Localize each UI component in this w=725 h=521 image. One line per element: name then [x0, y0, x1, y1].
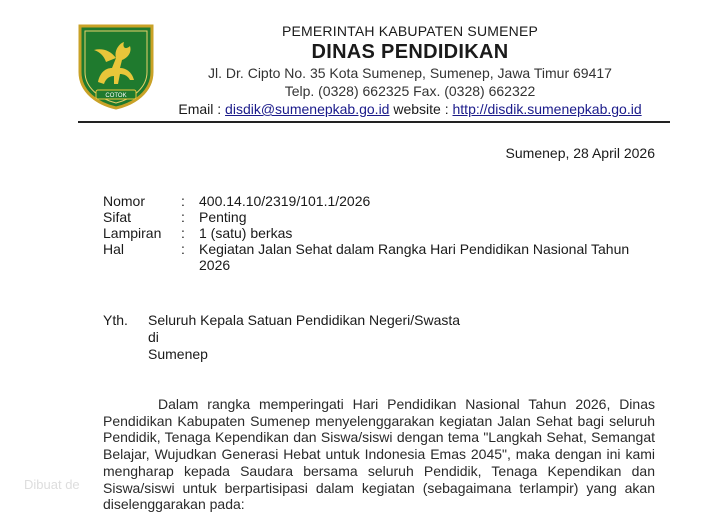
website-label: website :	[389, 101, 453, 117]
body-text: Dalam rangka memperingati Hari Pendidikan Nasional Tahun 2026, Dinas Pendidikan Kabupaten Sumenep menyelenggarakan kegiatan Jalan Sehat bagi seluruh Pendidik, Tenaga Kependikan dan Siswa/siswi dengan tema "Langkah Sehat, Semangat Belajar, Wujudkan Generasi Hebat untuk Indonesia Emas 2045", maka dengan ini kami mengharap kepada Saudara bersama seluruh Pendidik, Tenaga Kependikan dan Siswa/siswi untuk berpartisipasi dalam kegiatan (sebagaimana terlampir) yang akan diselenggarakan pada:	[103, 396, 655, 513]
meta-row-hal	[103, 241, 659, 273]
regency-crest-logo	[76, 22, 156, 110]
recipient-name: Seluruh Kepala Satuan Pendidikan Negeri/Swasta	[148, 312, 461, 328]
meta-value: Penting	[199, 209, 247, 225]
agency-contact	[160, 100, 660, 118]
meta-colon: :	[181, 193, 185, 209]
meta-value: 1 (satu) berkas	[199, 225, 293, 241]
recipient-di: di	[148, 329, 159, 345]
meta-colon: :	[181, 209, 185, 225]
body-paragraph	[103, 396, 655, 513]
watermark-text: Dibuat de	[24, 477, 80, 492]
agency-address: Jl. Dr. Cipto No. 35 Kota Sumenep, Sumenep, Jawa Timur 69417	[208, 65, 612, 81]
meta-row-nomor	[103, 193, 659, 209]
government-name: PEMERINTAH KABUPATEN SUMENEP	[281, 23, 539, 39]
meta-label: Lampiran	[103, 225, 162, 241]
website-link[interactable]: http://disdik.sumenepkab.go.id	[452, 101, 642, 117]
meta-label: Hal	[103, 241, 125, 257]
letterhead-divider	[78, 121, 670, 123]
logo-ribbon-text: COTOK	[105, 93, 127, 99]
meta-value: Kegiatan Jalan Sehat dalam Rangka Hari Pendidikan Nasional Tahun 2026	[199, 241, 630, 273]
meta-row-lampiran	[103, 225, 659, 241]
recipient-salutation: Yth.	[103, 312, 128, 328]
meta-row-sifat	[103, 209, 659, 225]
meta-label: Nomor	[103, 193, 146, 209]
letterhead	[160, 22, 660, 118]
agency-name: DINAS PENDIDIKAN	[311, 41, 509, 63]
email-label: Email :	[178, 101, 226, 117]
letter-meta	[103, 193, 659, 273]
meta-label: Sifat	[103, 209, 132, 225]
agency-phone: Telp. (0328) 662325 Fax. (0328) 662322	[284, 83, 536, 99]
letter-date: Sumenep, 28 April 2026	[505, 145, 655, 161]
recipient-block	[103, 312, 460, 363]
meta-colon: :	[181, 225, 185, 241]
recipient-city: Sumenep	[148, 346, 208, 362]
meta-value: 400.14.10/2319/101.1/2026	[199, 193, 371, 209]
email-link[interactable]: disdik@sumenepkab.go.id	[225, 101, 390, 117]
meta-colon: :	[181, 241, 185, 257]
